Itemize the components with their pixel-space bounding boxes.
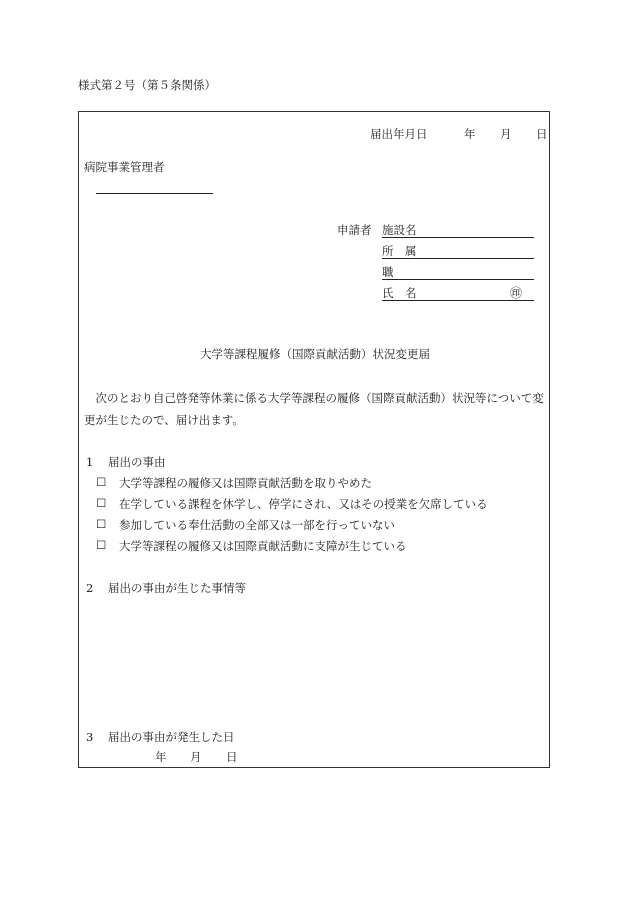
occurrence-day-label: 日 [226,750,238,764]
form-number: 様式第２号（第５条関係） [78,78,216,92]
option-4-checkbox[interactable]: ☐ [96,538,107,552]
section2-title: 届出の事由が生じた事情等 [108,581,246,595]
name-label: 氏 名 [382,286,417,300]
facility-name-label: 施設名 [382,223,417,237]
section2-number: 2 [86,581,94,595]
circumstances-area[interactable] [84,600,544,718]
addressee-underline [96,193,213,194]
addressee: 病院事業管理者 [84,160,165,174]
section1-title: 届出の事由 [108,455,166,469]
option-1-text: 大学等課程の履修又は国際貢献活動を取りやめた [119,476,372,490]
document-title: 大学等課程履修（国際貢献活動）状況変更届 [200,347,430,361]
position-label: 職 [382,265,394,279]
option-2-text: 在学している課程を休学し、停学にされ、又はその授業を欠席している [119,497,488,511]
position-field[interactable] [382,279,534,280]
seal-mark: ㊞ [510,286,523,300]
facility-name-field[interactable] [382,237,534,238]
option-3-checkbox[interactable]: ☐ [96,517,107,531]
occurrence-year-label: 年 [155,750,167,764]
option-3-text: 参加している奉仕活動の全部又は一部を行っていない [119,518,395,532]
name-field[interactable] [382,300,534,301]
submission-year-label: 年 [464,127,476,141]
intro-text: 次のとおり自己啓発等休業に係る大学等課程の履修（国際貢献活動）状況等について変更が生じたので、届け出ます。 [84,391,544,427]
section1-number: 1 [86,455,94,469]
section3-title: 届出の事由が発生した日 [108,730,235,744]
section3-number: 3 [86,730,94,744]
applicant-label: 申請者 [337,223,372,237]
submission-day-label: 日 [536,127,548,141]
submission-date-label: 届出年月日 [370,127,428,141]
option-2-checkbox[interactable]: ☐ [96,496,107,510]
submission-month-label: 月 [500,127,512,141]
option-4-text: 大学等課程の履修又は国際貢献活動に支障が生じている [119,539,407,553]
option-1-checkbox[interactable]: ☐ [96,475,107,489]
occurrence-month-label: 月 [190,750,202,764]
affiliation-field[interactable] [382,258,534,259]
affiliation-label: 所 属 [382,244,417,258]
